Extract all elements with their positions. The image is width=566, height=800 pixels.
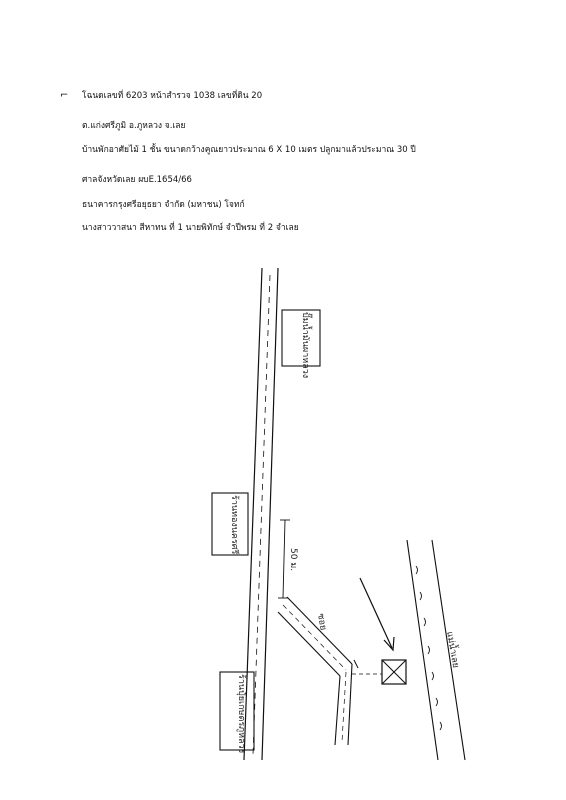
plaintiff-line: ธนาคารกรุงศรีอยุธยา จำกัด (มหาชน) โจทก์ <box>82 200 245 210</box>
lane-bend-edge-right <box>348 664 352 745</box>
court-line: ศาลจังหวัดเลย ผบE.1654/66 <box>82 175 192 185</box>
gold-shop-label: ร้านทองนครศรี <box>229 495 239 555</box>
distance-line <box>283 520 285 598</box>
lane-bend-centerline <box>342 672 346 742</box>
main-road-centerline <box>253 275 270 755</box>
river-bank-left <box>407 540 438 760</box>
lane-bend-edge-left <box>335 676 340 745</box>
river-label: แม่น้ำเลย <box>444 630 461 669</box>
building-line: บ้านพักอาศัยไม้ 1 ชั้น ขนาดกว้างคูณยาวประมาณ 6 X 10 เมตร ปลูกมาแล้วประมาณ 30 ปี <box>82 145 416 155</box>
arrow-mark: ⌐ <box>60 90 69 101</box>
pointer-arrow-line <box>360 578 392 648</box>
fertilizer-shop-label: ร้านปุ๋ยเกษตรภูหลวง <box>236 674 246 753</box>
gas-station-label: ปั๊มน้ำมันผาหลวง <box>300 312 310 379</box>
defendant-line: นางสาววาสนา สีหาทน ที่ 1 นายพิทักษ์ จำปีพรม ที่ 2 จำเลย <box>82 223 299 233</box>
lane-centerline <box>283 605 346 670</box>
location-line: ต.แก่งศรีภูมิ อ.ภูหลวง จ.เลย <box>82 121 186 131</box>
river-ripples <box>416 566 442 730</box>
deed-line: โฉนดเลขที่ 6203 หน้าสำรวจ 1038 เลขที่ดิน 20 <box>82 91 263 101</box>
pointer-arrow-head <box>384 637 394 650</box>
main-road-right-edge <box>262 268 278 760</box>
lane-junction-tick <box>354 660 358 668</box>
lane-label: ซอย <box>315 612 328 632</box>
lane-edge-lower <box>278 612 340 676</box>
distance-label: 50 ม. <box>288 548 298 572</box>
